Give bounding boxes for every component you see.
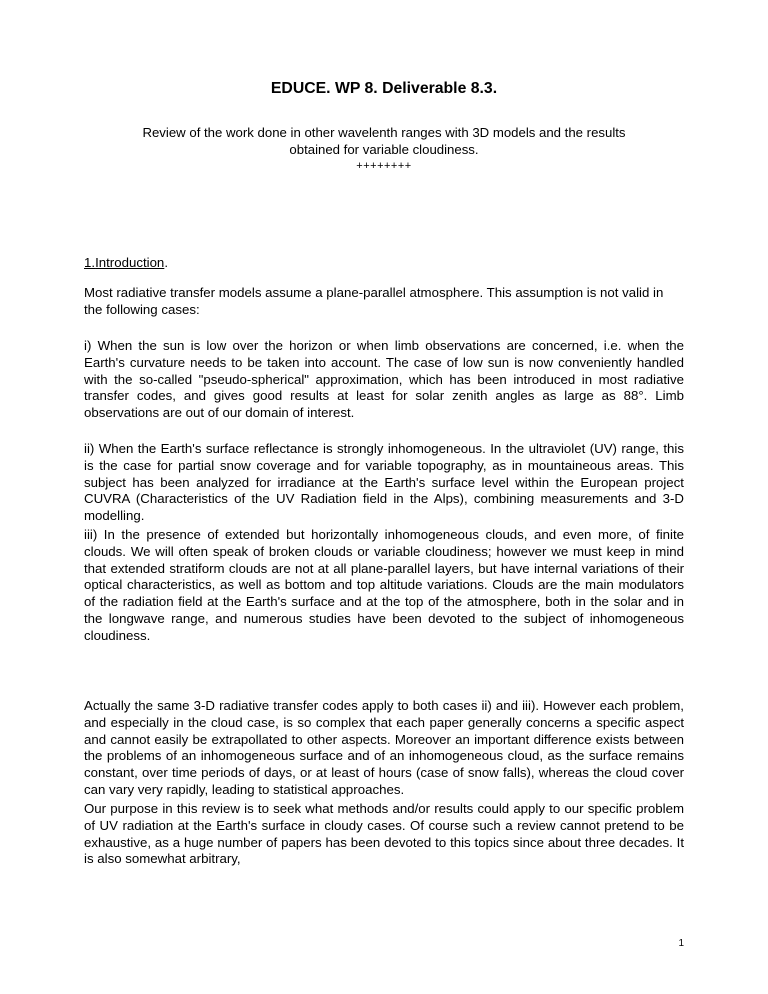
page-number: 1 xyxy=(678,938,684,949)
paragraph-case-surface-reflectance: ii) When the Earth's surface reflectance is strongly inhomogeneous. In the ultraviolet (UV) range, this is the case for partial snow coverage and for variable topography, as in mountaineous areas. This subject has been analyzed for irradiance at the Earth's surface level within the European project CUVRA (Characteristics of the UV Radiation field in the Alps), combining measurements and 3-D modelling. xyxy=(84,441,684,524)
document-subtitle xyxy=(60,124,708,158)
paragraph-same-codes: Actually the same 3-D radiative transfer codes apply to both cases ii) and iii). However each problem, and especially in the cloud case, is so complex that each paper generally concerns a specific aspect and cannot easily be extrapollated to other aspects. Moreover an important difference exists between the problems of an inhomogeneous surface and of an inhomogeneous cloud, as the surface remains constant, over time periods of days, or at least of hours (case of snow falls), whereas the cloud cover can vary very rapidly, leading to statistical approaches. xyxy=(84,698,684,797)
paragraph-case-low-sun: i) When the sun is low over the horizon or when limb observations are concerned, i.e. when the Earth's curvature needs to be taken into account. The case of low sun is now conveniently handled with the so-called "pseudo-spherical" approximation, which has been introduced in most radiative transfer codes, and gives good results at least for solar zenith angles as large as 88°. Limb observations are out of our domain of interest. xyxy=(84,338,684,421)
paragraph-case-clouds: iii) In the presence of extended but horizontally inhomogeneous clouds, and even more, of finite clouds. We will often speak of broken clouds or variable cloudiness; however we must keep in mind that extended stratiform clouds are not at all plane-parallel layers, but have internal variations of their optical characteristics, as well as bottom and top altitude variations. Clouds are the main modulators of the radiation field at the Earth's surface and at the top of the atmosphere, both in the solar and in the longwave range, and numerous studies have been devoted to the subject of inhomogeneous cloudiness. xyxy=(84,527,684,643)
subtitle-line-2: obtained for variable cloudiness. xyxy=(289,142,479,157)
section-number: 1. xyxy=(84,255,96,270)
subtitle-line-1: Review of the work done in other wavelenth ranges with 3D models and the results xyxy=(142,125,626,140)
section-terminator: . xyxy=(164,255,168,270)
section-title: Introduction xyxy=(95,255,165,270)
paragraph-purpose: Our purpose in this review is to seek what methods and/or results could apply to our specific problem of UV radiation at the Earth's surface in cloudy cases. Of course such a review cannot pretend to be exhaustive, as a huge number of papers has been devoted to this topics since about three decades. It is also somewhat arbitrary, xyxy=(84,801,684,867)
separator-line: ++++++++ xyxy=(356,160,412,172)
document-title: EDUCE. WP 8. Deliverable 8.3. xyxy=(270,80,498,97)
section-heading xyxy=(84,254,168,271)
paragraph-intro: Most radiative transfer models assume a plane-parallel atmosphere. This assumption is not valid in the following cases: xyxy=(84,285,664,317)
